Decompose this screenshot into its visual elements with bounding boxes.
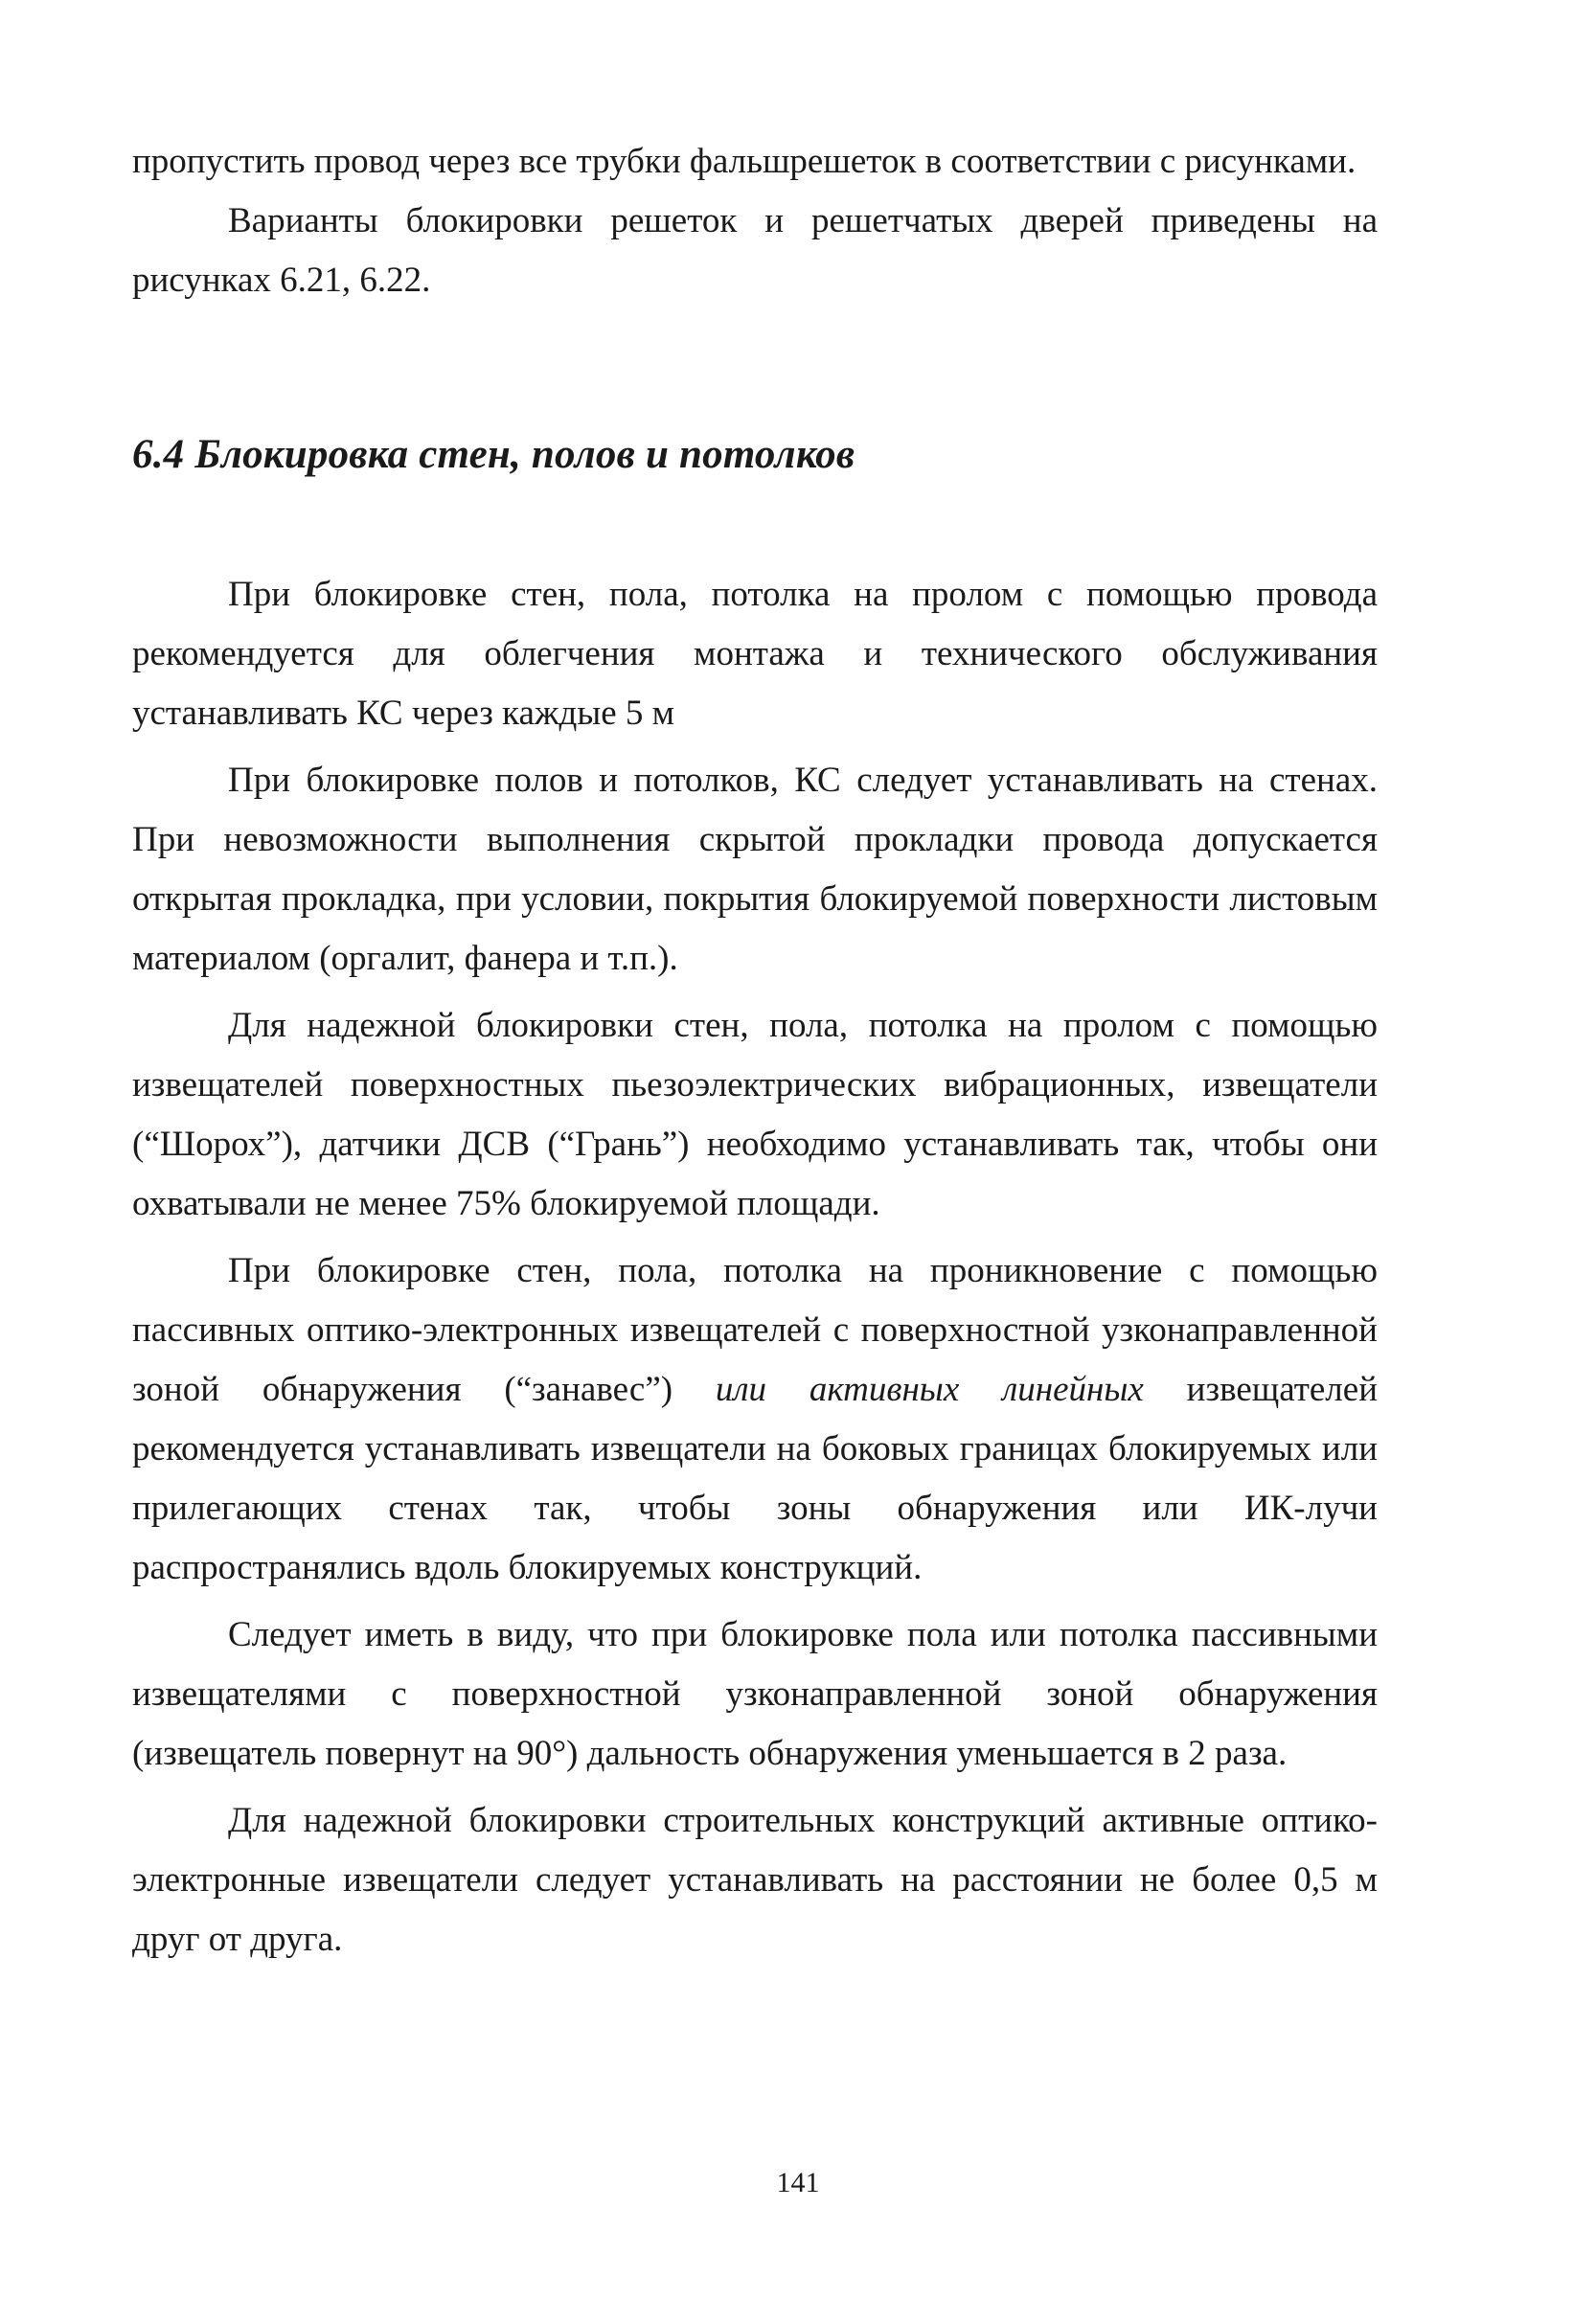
body-paragraph-4-start: При блокировке стен, пола, потолка на проникновение с помощью пассивных оптико-электронных извещателей с поверхностной узконаправленной зоной обнаружения (“занавес”) — [132, 1251, 1378, 1409]
body-paragraph-3: Для надежной блокировки стен, пола, потолка на пролом с помощью извещателей поверхностных пьезоэлектрических вибрационных, извещатели (“Шорох”), датчики ДСВ (“Грань”) необходимо устанавливать так, чтобы они охватывали не менее 75% блокируемой площади. — [132, 1006, 1378, 1223]
body-paragraph-1: При блокировке стен, пола, потолка на пролом с помощью провода рекомендуется для облегчения монтажа и технического обслуживания устанавливать КС через каждые 5 м — [132, 575, 1378, 733]
body-paragraph-4-end: извещателей рекомендуется устанавливать извещатели на боковых границах блокируемых или прилегающих стенах так, чтобы зоны обнаружения или ИК-лучи распространялись вдоль блокируемых конструкций. — [132, 1370, 1378, 1587]
body-paragraph-5: Следует иметь в виду, что при блокировке пола или потолка пассивными извещателями с поверхностной узконаправленной зоной обнаружения (извещатель повернут на 90°) дальность обнаружения уменьшается в 2 раза. — [132, 1615, 1378, 1773]
section-heading: 6.4 Блокировка стен, полов и потолков — [132, 432, 855, 477]
body-paragraph-2: При блокировке полов и потолков, КС следует устанавливать на стенах. При невозможности выполнения скрытой прокладки провода допускается открытая прокладка, при условии, покрытия блокируемой поверхности листовым материалом (оргалит, фанера и т.п.). — [132, 761, 1378, 978]
intro-paragraph-2: Варианты блокировки решеток и решетчатых дверей приведены на рисунках 6.21, 6.22. — [132, 201, 1378, 300]
page-number: 141 — [776, 2167, 820, 2198]
body-paragraph-6: Для надежной блокировки строительных конструкций активные оптико-электронные извещатели следует устанавливать на расстоянии не более 0,5 м друг от друга. — [132, 1801, 1378, 1959]
body-paragraph-4 — [132, 1241, 1378, 1598]
intro-text — [132, 132, 1378, 310]
intro-paragraph-1: пропустить провод через все трубки фальшрешеток в соответствии с рисунками. — [132, 142, 1357, 181]
section-body — [132, 565, 1378, 1969]
body-paragraph-4-italic: или активных линейных — [715, 1370, 1144, 1409]
